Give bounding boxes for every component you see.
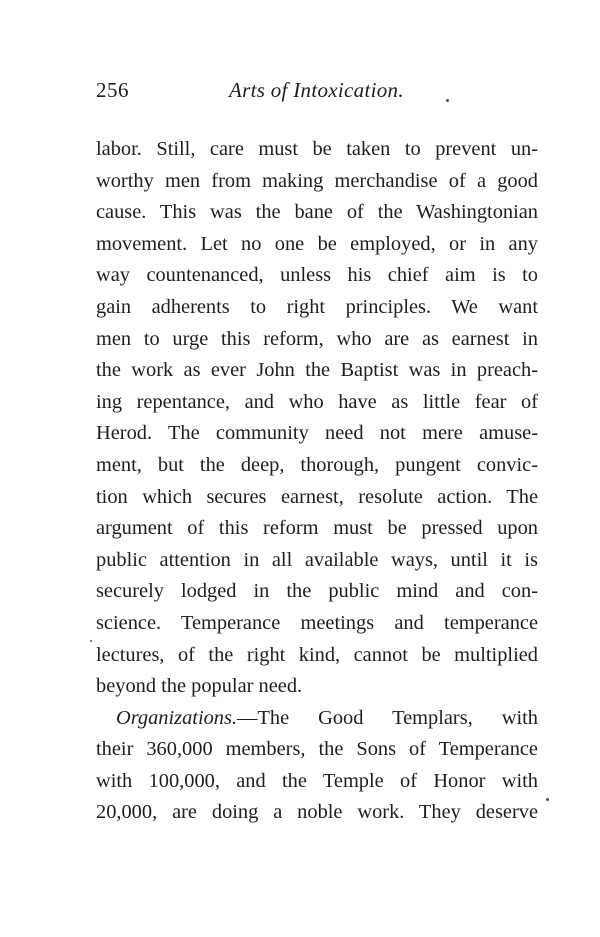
text-line: argument of this reform must be pressed upon (96, 517, 538, 540)
text-line: 20,000, are doing a noble work. They deserve (96, 801, 538, 824)
ink-speck (90, 640, 92, 642)
text-line: lectures, of the right kind, cannot be multiplied (96, 643, 538, 666)
text-line: worthy men from making merchandise of a good (96, 169, 538, 192)
text-line: ing repentance, and who have as little fear of (96, 390, 538, 413)
text-line: their 360,000 members, the Sons of Temperance (96, 738, 538, 761)
text-line: Herod. The community need not mere amuse- (96, 422, 538, 445)
running-title: Arts of Intoxication. (229, 78, 404, 102)
text-line: men to urge this reform, who are as earnest in (96, 327, 538, 350)
page-number: 256 (96, 78, 129, 102)
text-line: ment, but the deep, thorough, pungent convic- (96, 453, 538, 476)
paragraph-end-line: beyond the popular need. (96, 675, 303, 698)
text-line: labor. Still, care must be taken to prevent un- (96, 138, 538, 160)
body-text (96, 134, 538, 829)
paragraph-opening-line (96, 703, 538, 735)
text-line: with 100,000, and the Temple of Honor with (96, 769, 538, 792)
ink-speck (446, 99, 449, 102)
text-line: public attention in all available ways, until it is (96, 548, 538, 571)
text-line: tion which secures earnest, resolute action. The (96, 485, 538, 508)
ink-speck (546, 798, 549, 801)
text-run: —The Good Templars, with (237, 706, 538, 729)
text-line: movement. Let no one be employed, or in any (96, 232, 538, 255)
text-line: way countenanced, unless his chief aim is to (96, 264, 538, 287)
text-line: the work as ever John the Baptist was in preach- (96, 359, 538, 382)
text-line: cause. This was the bane of the Washingtonian (96, 201, 538, 224)
text-line: securely lodged in the public mind and con- (96, 580, 538, 603)
section-lead-in: Organizations. (116, 706, 238, 729)
page-header (96, 78, 536, 108)
text-line: science. Temperance meetings and temperance (96, 611, 538, 634)
text-line: gain adherents to right principles. We want (96, 295, 538, 318)
